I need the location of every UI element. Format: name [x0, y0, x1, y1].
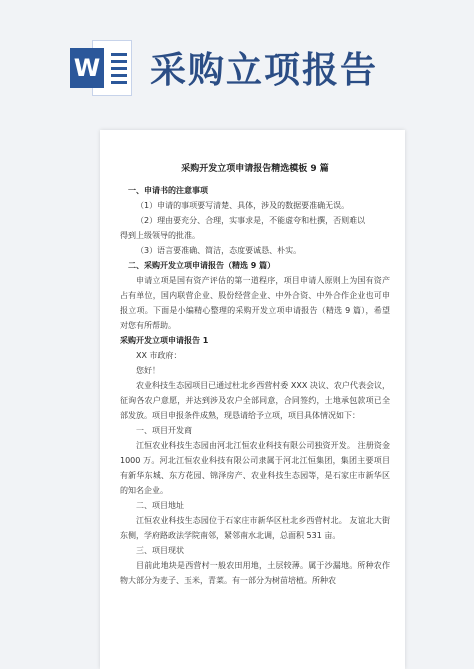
paragraph: 江恒农业科技生态园位于石家庄市新华区杜北乡西营村北。 友谊北大街东侧，学府路政法学院南邻，紧邻南水北调，总面积 531 亩。 [120, 516, 390, 540]
document-page [100, 130, 405, 669]
section-heading-1: 一、申请书的注意事项 [128, 186, 208, 195]
paragraph: （1）申请的事项要写清楚、具体，涉及的数据要准确无误。 [136, 201, 350, 210]
document-title: 采购开发立项申请报告精选模板 9 篇 [181, 164, 329, 174]
paragraph: 江恒农业科技生态园由河北江恒农业科技有限公司独资开发。 注册资金 1000 万。河北江恒农业科技有限公司隶属于河北江恒集团，集团主要项目有新华东城、东方花园、锦泽房产、农业科技生态园等，是石家庄市新华区的知名企业。 [120, 441, 390, 495]
banner [0, 0, 474, 130]
word-file-icon [70, 40, 132, 96]
report-heading: 采购开发立项申请报告 1 [120, 336, 209, 345]
greeting: 您好！ [136, 366, 160, 375]
salutation: XX 市政府： [136, 351, 182, 360]
paragraph: （2）理由要充分、合理，实事求是，不能虚夸和杜撰，否则难以 [136, 216, 366, 225]
section-heading-2: 二、采购开发立项申请报告（精选 9 篇） [128, 261, 276, 270]
document-content [120, 162, 390, 588]
paragraph: （3）语言要准确、简洁，态度要诚恳、朴实。 [136, 246, 302, 255]
banner-title: 采购立项报告 [150, 50, 379, 91]
subheading: 一、项目开发商 [136, 426, 192, 435]
paragraph: 目前此地块是西营村一般农田用地，土层较薄。属于沙漏地。所种农作物大部分为麦子、玉米，青菜。有一部分为树苗培植。所种农 [120, 561, 390, 585]
subheading: 三、项目现状 [136, 546, 184, 555]
subheading: 二、项目地址 [136, 501, 184, 510]
paragraph: 农业科技生态园项目已通过杜北乡西营村委 XXX 决议、农户代表会议，征询各农户意愿，并达到涉及农户全部同意，合同签约，土地承包款项已全部发放。项目申报条件成熟，现恳请给予立项，项目具体情况如下： [120, 381, 390, 420]
paragraph: 申请立项是国有资产评估的第一道程序，项目申请人原则上为国有资产占有单位，国内联营企业、股份经营企业、中外合资、中外合作企业也可申报立项。下面是小编精心整理的采购开发立项申请报告（精选 9 篇），希望对您有所帮助。 [120, 276, 390, 330]
word-letter-icon: W [70, 48, 104, 88]
paragraph: 得到上级领导的批准。 [120, 231, 200, 240]
